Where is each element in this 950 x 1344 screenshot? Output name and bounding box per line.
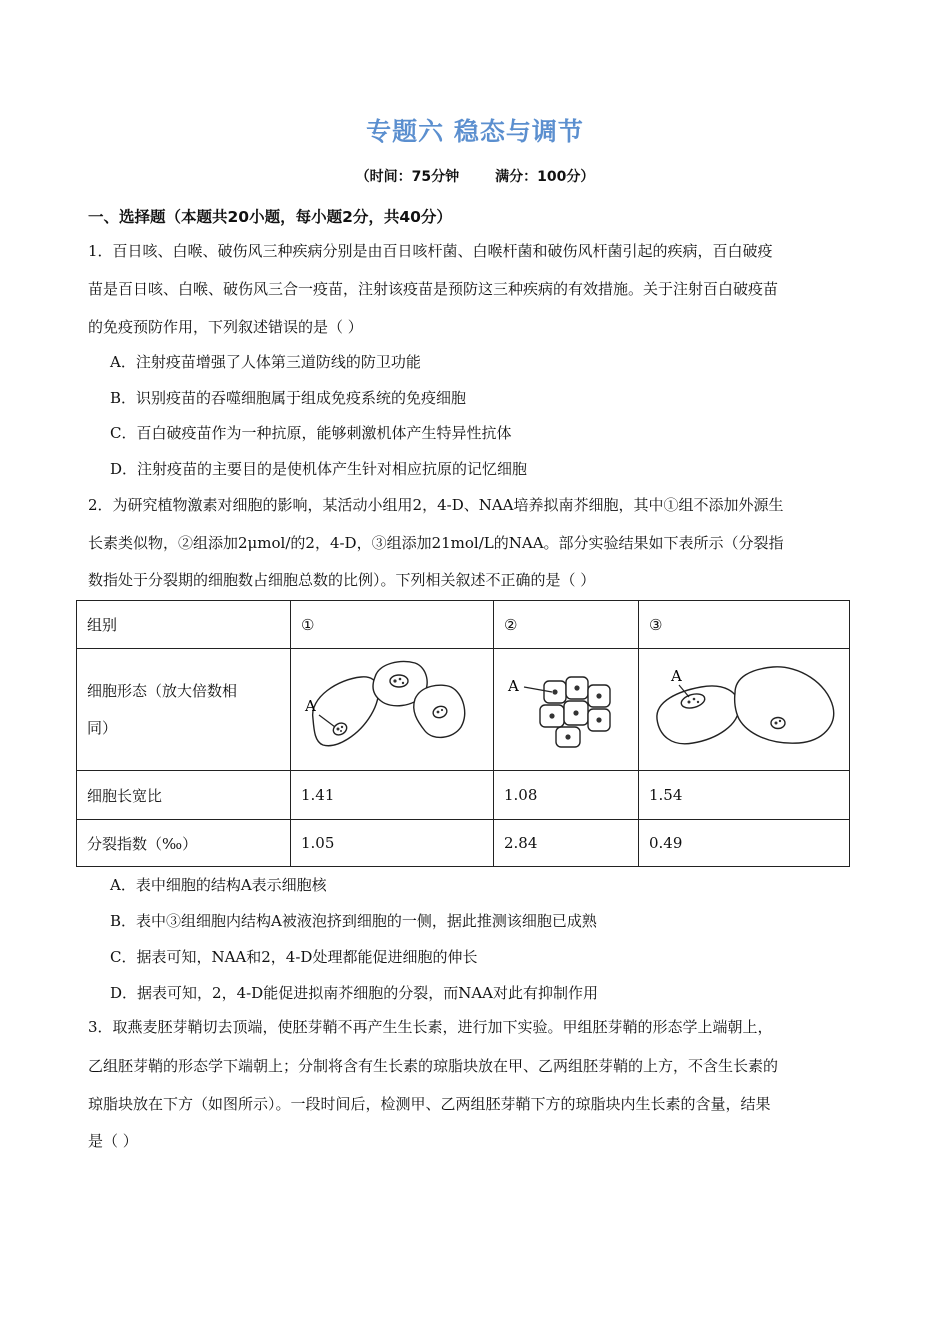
marker-a-3: A [671,667,682,685]
results-table [76,600,850,867]
q3-stem-line-2: 乙组胚芽鞘的形态学下端朝上；分制将含有生长素的琼脂块放在甲、乙两组胚芽鞘的上方，不含生长素的 [88,1057,779,1075]
morphology-label: 细胞形态（放大倍数相 同） [77,649,291,771]
q2-option-a: A．表中细胞的结构A表示细胞核 [110,876,327,894]
marker-a-1: A [305,697,316,715]
q3-stem-line-3: 琼脂块放在下方（如图所示）。一段时间后，检测甲、乙两组胚芽鞘下方的琼脂块内生长素的含量，结果 [88,1095,771,1113]
cell-drawing-group-2 [494,649,638,770]
table-row [77,649,850,771]
q2-stem-line-2: 长素类似物，②组添加2μmol/的2，4-D，③组添加21mol/L的NAA。部分实验结果如下表所示（分裂指 [88,534,784,552]
exam-info [0,166,950,186]
cell-morphology-group-3 [639,649,850,771]
q1-stem-line-2: 苗是百日咳、白喉、破伤风三合一疫苗，注射该疫苗是预防这三种疾病的有效措施。关于注射百白破疫苗 [88,280,779,298]
cell-morphology-group-1 [291,649,494,771]
index-label: 分裂指数（‰） [77,820,291,867]
index-value-1: 1.05 [291,820,494,867]
page-title: 专题六 稳态与调节 [366,117,584,146]
table-row [77,601,850,649]
full-score: 满分：100分） [495,169,595,185]
q2-stem-line-1: 2．为研究植物激素对细胞的影响，某活动小组用2，4-D、NAA培养拟南芥细胞，其中①组不添加外源生 [88,496,784,514]
cell-morphology-group-2 [494,649,639,771]
q1-option-a: A．注射疫苗增强了人体第三道防线的防卫功能 [110,353,421,371]
q1-option-d: D．注射疫苗的主要目的是使机体产生针对相应抗原的记忆细胞 [110,460,528,478]
ratio-value-3: 1.54 [639,771,850,820]
header-group-2: ② [494,601,639,649]
q1-stem-line-3: 的免疫预防作用，下列叙述错误的是（ ） [88,318,363,336]
ratio-label: 细胞长宽比 [77,771,291,820]
q1-option-c: C．百白破疫苗作为一种抗原，能够刺激机体产生特异性抗体 [110,424,512,442]
cell-drawing-group-3 [639,649,849,770]
header-group-1: ① [291,601,494,649]
index-value-2: 2.84 [494,820,639,867]
q3-stem-line-1: 3．取燕麦胚芽鞘切去顶端，使胚芽鞘不再产生生长素，进行加下实验。甲组胚芽鞘的形态学上端朝上， [88,1018,773,1036]
section-heading: 一、选择题（本题共20小题，每小题2分，共40分） [88,208,452,226]
index-value-3: 0.49 [639,820,850,867]
cell-drawing-group-1 [291,649,493,770]
q1-stem-line-1: 1．百日咳、白喉、破伤风三种疾病分别是由百日咳杆菌、白喉杆菌和破伤风杆菌引起的疾病，百白破疫 [88,242,773,260]
q3-stem-line-4: 是（ ） [88,1132,138,1150]
q2-option-b: B．表中③组细胞内结构A被液泡挤到细胞的一侧，据此推测该细胞已成熟 [110,912,597,930]
q2-stem-line-3: 数指处于分裂期的细胞数占细胞总数的比例）。下列相关叙述不正确的是（ ） [88,571,596,589]
marker-a-2: A [508,677,519,695]
time-limit: （时间：75分钟 [355,169,460,185]
header-group-3: ③ [639,601,850,649]
ratio-value-2: 1.08 [494,771,639,820]
table-row [77,820,850,867]
q2-option-d: D．据表可知，2，4-D能促进拟南芥细胞的分裂，而NAA对此有抑制作用 [110,984,599,1002]
table-row [77,771,850,820]
ratio-value-1: 1.41 [291,771,494,820]
q2-option-c: C．据表可知，NAA和2，4-D处理都能促进细胞的伸长 [110,948,478,966]
q1-option-b: B．识别疫苗的吞噬细胞属于组成免疫系统的免疫细胞 [110,389,467,407]
header-group: 组别 [77,601,291,649]
